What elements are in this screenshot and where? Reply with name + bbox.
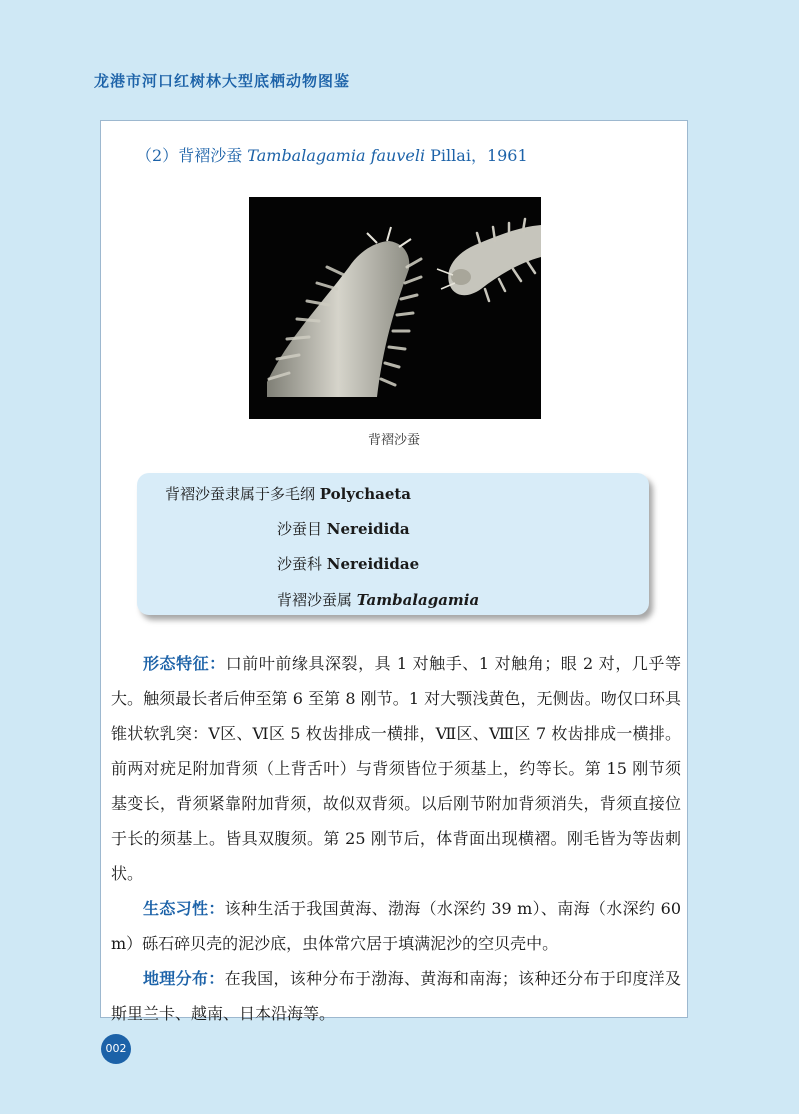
species-number: （2） <box>136 146 179 165</box>
taxonomy-genus <box>277 589 479 610</box>
taxonomy-latin: Nereididae <box>326 555 420 573</box>
specimen-photo <box>249 197 541 419</box>
species-latin-name: Tambalagamia fauveli <box>247 146 426 165</box>
distribution-paragraph <box>111 961 681 1031</box>
description-body <box>111 646 681 1031</box>
distribution-label: 地理分布： <box>143 969 225 988</box>
ecology-text: 该种生活于我国黄海、渤海（水深约 39 m）、南海（水深约 60 m）砾石碎贝壳的泥沙底，虫体常穴居于填满泥沙的空贝壳中。 <box>111 899 681 953</box>
taxonomy-latin: Tambalagamia <box>356 591 480 609</box>
species-chinese-name: 背褶沙蚕 <box>178 146 243 165</box>
ecology-label: 生态习性： <box>143 899 225 918</box>
taxonomy-prefix: 沙蚕科 <box>277 555 327 573</box>
taxonomy-box <box>137 473 649 615</box>
content-page <box>100 120 688 1023</box>
figure-caption: 背褶沙蚕 <box>367 433 420 448</box>
taxonomy-latin: Polychaeta <box>319 485 412 503</box>
distribution-text: 在我国，该种分布于渤海、黄海和南海；该种还分布于印度洋及斯里兰卡、越南、日本沿海等。 <box>111 969 681 1023</box>
worm-illustration <box>249 197 541 419</box>
morphology-paragraph <box>111 646 681 891</box>
ecology-paragraph <box>111 891 681 961</box>
taxonomy-class <box>165 483 411 504</box>
species-authority: Pillai，1961 <box>425 146 528 165</box>
taxonomy-prefix: 背褶沙蚕隶属于多毛纲 <box>165 485 320 503</box>
page-number: 002 <box>101 1034 131 1064</box>
taxonomy-prefix: 背褶沙蚕属 <box>277 591 357 609</box>
species-title <box>136 143 528 166</box>
morphology-label: 形态特征： <box>143 654 226 673</box>
taxonomy-prefix: 沙蚕目 <box>277 520 327 538</box>
morphology-text: 口前叶前缘具深裂，具 1 对触手、1 对触角；眼 2 对，几乎等大。触须最长者后伸至第 6 至第 8 刚节。1 对大颚浅黄色，无侧齿。吻仅口环具锥状软乳突：Ⅴ区、Ⅵ区 5 枚齿排成一横排，Ⅶ区、Ⅷ区 7 枚齿排成一横排。前两对疣足附加背须（上背舌叶）与背须皆位于须基上，约等长。第 15 刚节须基变长，背须紧靠附加背须，故似双背须。以后刚节附加背须消失，背须直接位于长的须基上。皆具双腹须。第 25 刚节后，体背面出现横褶。刚毛皆为等齿刺状。 <box>111 654 681 883</box>
taxonomy-latin: Nereidida <box>326 520 410 538</box>
taxonomy-order <box>277 518 410 539</box>
taxonomy-family <box>277 553 419 574</box>
book-header-title: 龙港市河口红树林大型底栖动物图鉴 <box>94 72 351 90</box>
